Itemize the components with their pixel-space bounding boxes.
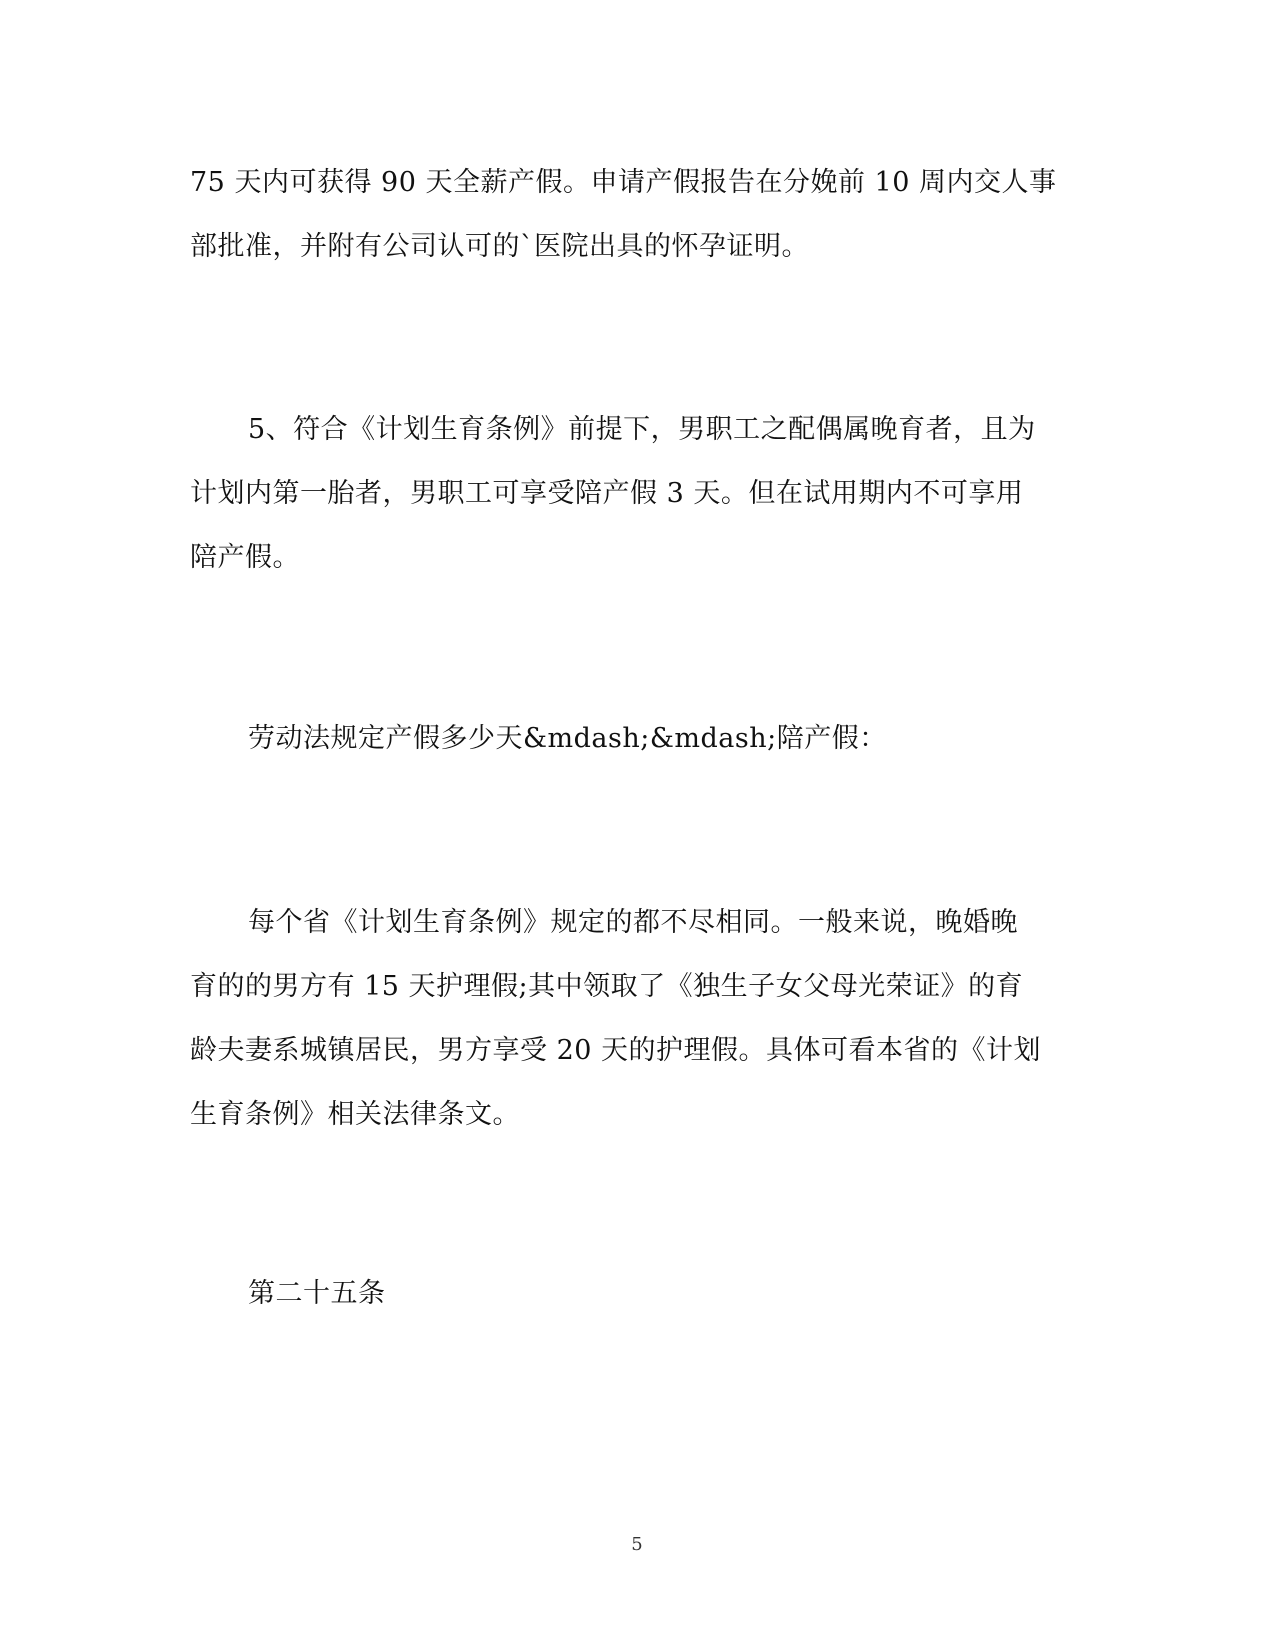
paragraph-line: 龄夫妻系城镇居民，男方享受 20 天的护理假。具体可看本省的《计划: [190, 1035, 1042, 1066]
paragraph-line: 5、符合《计划生育条例》前提下，男职工之配偶属晚育者，且为: [248, 414, 1036, 445]
paragraph-line: 第二十五条: [248, 1278, 386, 1309]
paragraph-provincial-regulations: [190, 891, 1090, 1147]
page-number: 5: [631, 1534, 643, 1555]
paragraph-paternity-leave-rule: [190, 398, 1090, 590]
paragraph-line: 陪产假。: [190, 542, 300, 573]
paragraph-heading-paternity-leave: [190, 707, 1090, 771]
paragraph-line: 生育条例》相关法律条文。: [190, 1099, 520, 1130]
paragraph-line: 部批准，并附有公司认可的`医院出具的怀孕证明。: [190, 231, 809, 262]
paragraph-line: 75 天内可获得 90 天全薪产假。申请产假报告在分娩前 10 周内交人事: [190, 167, 1057, 198]
paragraph-line: 育的的男方有 15 天护理假;其中领取了《独生子女父母光荣证》的育: [190, 971, 1024, 1002]
paragraph-maternity-leave-continued: [190, 151, 1090, 279]
paragraph-line: 劳动法规定产假多少天&mdash;&mdash;陪产假：: [248, 723, 887, 754]
paragraph-line: 计划内第一胎者，男职工可享受陪产假 3 天。但在试用期内不可享用: [190, 478, 1024, 509]
paragraph-line: 每个省《计划生育条例》规定的都不尽相同。一般来说，晚婚晚: [248, 907, 1018, 938]
paragraph-article-25: [190, 1262, 1090, 1326]
